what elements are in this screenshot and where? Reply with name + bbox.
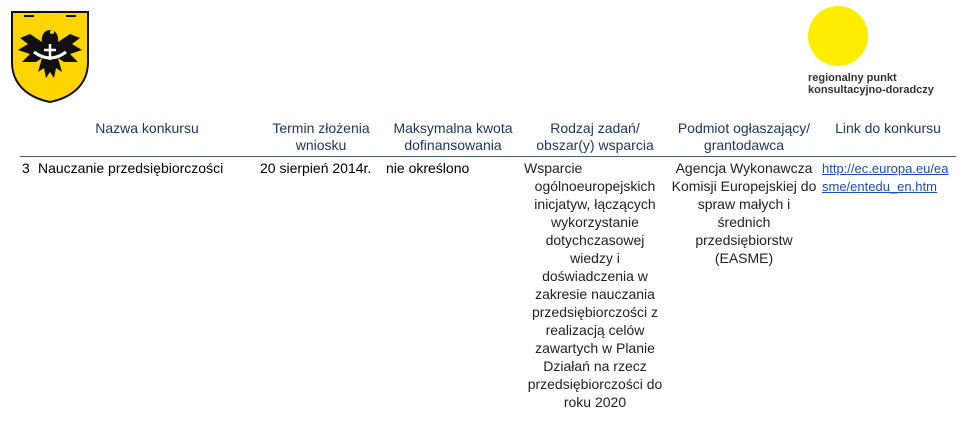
grant-link[interactable]: http://ec.europa.eu/easme/entedu_en.htm (822, 161, 949, 194)
row-type-first: Wsparcie (524, 160, 583, 176)
header-deadline: Termin złożenia wniosku (258, 116, 384, 157)
row-number: 3 (22, 160, 30, 176)
yellow-circle-logo-mark (808, 6, 868, 66)
row-type (522, 157, 668, 414)
row-type-rest: ogólnoeuropejskich inicjatyw, łączących wykorzystanie dotychczasowej wiedzy i doświadczenia w zakresie nauczania przedsiębiorczości z realizacją celów zawartych w Planie Działań na rzecz przedsiębiorczości do roku 2020 (527, 178, 663, 410)
header-number (20, 116, 36, 157)
table-row (20, 157, 956, 414)
header-name: Nazwa konkursu (36, 116, 258, 157)
row-link-cell (820, 157, 956, 414)
header-organizer: Podmiot ogłaszający/ grantodawca (668, 116, 820, 157)
header-link: Link do konkursu (820, 116, 956, 157)
row-organizer: Agencja Wykonawcza Komisji Europejskiej do spraw małych i średnich przedsiębiorstw (EASME) (671, 160, 817, 266)
header-amount: Maksymalna kwota dofinansowania (384, 116, 522, 157)
row-deadline: 20 sierpień 2014r. (260, 160, 372, 176)
row-amount: nie określono (386, 160, 470, 176)
row-name: Nauczanie przedsiębiorczości (38, 160, 224, 176)
grants-table (20, 116, 956, 413)
table-header-row (20, 116, 956, 157)
header-type: Rodzaj zadań/ obszar(y) wsparcia (522, 116, 668, 157)
coat-of-arms-logo (8, 8, 92, 104)
regional-point-logo-text: regionalny punkt konsultacyjno-doradczy (808, 72, 934, 96)
regional-point-logo (800, 6, 940, 98)
